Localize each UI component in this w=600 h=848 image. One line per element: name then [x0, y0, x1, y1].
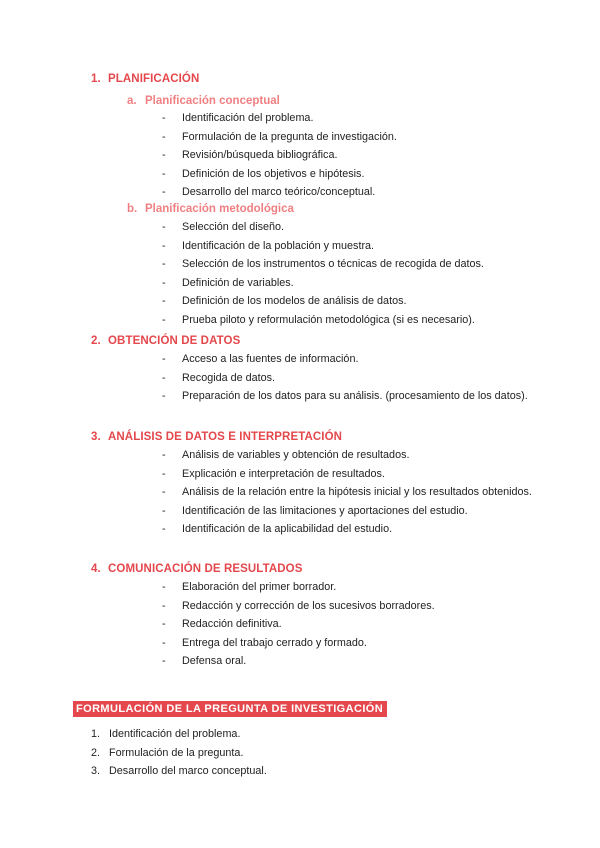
bullet-dash: -: [162, 276, 166, 289]
bullet-dash: -: [162, 618, 166, 630]
section-title: ANÁLISIS DE DATOS E INTERPRETACIÓN: [108, 431, 343, 443]
bullet-dash: -: [162, 504, 166, 517]
list-item: [162, 166, 532, 183]
section-number: 1.: [91, 73, 101, 85]
list-item: [91, 726, 267, 743]
list-item-text: Preparación de los datos para su análisis. (procesamiento de los datos).: [182, 390, 528, 402]
subsection-letter: a.: [127, 95, 137, 107]
subsection-heading-conceptual: [127, 95, 280, 107]
bullet-dash: -: [162, 636, 166, 649]
section-title: COMUNICACIÓN DE RESULTADOS: [108, 563, 303, 575]
banner-heading: FORMULACIÓN DE LA PREGUNTA DE INVESTIGACIÓN: [73, 701, 387, 717]
list-item-text: Identificación del problema.: [109, 728, 241, 740]
bullet-dash: -: [162, 186, 166, 198]
bullet-dash: -: [162, 130, 166, 143]
list-item: [162, 293, 532, 310]
bullet-dash: -: [162, 467, 166, 480]
list-item-text: Recogida de datos.: [182, 371, 276, 384]
list-item-text: Desarrollo del marco conceptual.: [109, 765, 267, 777]
bullet-dash: -: [162, 599, 166, 612]
list-item-text: Análisis de variables y obtención de resultados.: [182, 449, 410, 461]
list-item-text: Formulación de la pregunta.: [109, 746, 244, 759]
list-item-text: Redacción definitiva.: [182, 618, 282, 630]
bullet-list-obtencion: [162, 351, 532, 407]
list-item-text: Selección del diseño.: [182, 221, 285, 233]
list-item: [162, 184, 532, 201]
list-item-text: Acceso a las fuentes de información.: [182, 353, 359, 365]
list-item: [162, 110, 532, 127]
list-item: [91, 745, 267, 762]
list-item: [162, 598, 532, 615]
bullet-dash: -: [162, 149, 166, 161]
list-item-text: Elaboración del primer borrador.: [182, 581, 337, 593]
bullet-dash: -: [162, 371, 166, 384]
bullet-dash: -: [162, 221, 166, 233]
list-item: [162, 370, 532, 387]
list-item-text: Formulación de la pregunta de investigación.: [182, 130, 397, 143]
list-number: 2.: [91, 746, 101, 759]
bullet-dash: -: [162, 295, 166, 307]
subsection-title: Planificación conceptual: [145, 95, 280, 107]
list-item: [162, 579, 532, 596]
bullet-dash: -: [162, 390, 166, 402]
list-item-text: Definición de variables.: [182, 276, 294, 289]
bullet-dash: -: [162, 486, 166, 498]
section-heading-comunicacion: [91, 563, 302, 575]
bullet-list-metodologica: [162, 219, 532, 330]
list-item: [162, 256, 532, 273]
list-item-text: Definición de los objetivos e hipótesis.: [182, 167, 365, 180]
list-item: [162, 653, 532, 670]
list-item-text: Definición de los modelos de análisis de datos.: [182, 295, 407, 307]
list-number: 1.: [91, 728, 101, 740]
list-item-text: Selección de los instrumentos o técnicas de recogida de datos.: [182, 258, 484, 270]
section-number: 4.: [91, 563, 101, 575]
bullet-dash: -: [162, 581, 166, 593]
list-item-text: Identificación de las limitaciones y aportaciones del estudio.: [182, 504, 468, 517]
list-item-text: Explicación e interpretación de resultados.: [182, 467, 385, 480]
section-heading-obtencion: [91, 335, 240, 347]
list-item: [162, 466, 532, 483]
bullet-dash: -: [162, 239, 166, 252]
list-item-text: Identificación del problema.: [182, 112, 314, 124]
section-title: OBTENCIÓN DE DATOS: [108, 335, 241, 347]
list-item-text: Identificación de la aplicabilidad del estudio.: [182, 523, 393, 535]
list-item-text: Identificación de la población y muestra.: [182, 239, 375, 252]
list-item: [162, 388, 532, 405]
bullet-dash: -: [162, 167, 166, 180]
bullet-dash: -: [162, 449, 166, 461]
section-number: 2.: [91, 335, 101, 347]
bullet-dash: -: [162, 523, 166, 535]
bullet-list-comunicacion: [162, 579, 532, 672]
bullet-dash: -: [162, 313, 166, 326]
list-item: [162, 219, 532, 236]
list-item: [162, 238, 532, 255]
section-title: PLANIFICACIÓN: [108, 73, 200, 85]
bullet-list-conceptual: [162, 110, 532, 203]
list-item-text: Prueba piloto y reformulación metodológica (si es necesario).: [182, 313, 475, 326]
list-item-text: Análisis de la relación entre la hipótesis inicial y los resultados obtenidos.: [182, 486, 532, 498]
list-item-text: Desarrollo del marco teórico/conceptual.: [182, 186, 376, 198]
list-item: [162, 616, 532, 633]
section-heading-planificacion: [91, 73, 199, 85]
section-number: 3.: [91, 431, 101, 443]
list-item: [162, 447, 532, 464]
list-item: [162, 129, 532, 146]
bullet-dash: -: [162, 258, 166, 270]
bullet-dash: -: [162, 353, 166, 365]
section-heading-analisis: [91, 431, 342, 443]
subsection-title: Planificación metodológica: [145, 203, 294, 215]
bullet-dash: -: [162, 112, 166, 124]
list-item: [162, 351, 532, 368]
list-item-text: Redacción y corrección de los sucesivos borradores.: [182, 599, 435, 612]
list-item: [162, 147, 532, 164]
list-number: 3.: [91, 765, 101, 777]
subsection-heading-metodologica: [127, 203, 294, 215]
list-item: [162, 503, 532, 520]
list-item: [162, 312, 532, 329]
list-item: [162, 635, 532, 652]
list-item: [162, 275, 532, 292]
list-item-text: Revisión/búsqueda bibliográfica.: [182, 149, 338, 161]
list-item: [162, 521, 532, 538]
list-item: [162, 484, 532, 501]
numbered-list: [91, 726, 267, 782]
bullet-list-analisis: [162, 447, 532, 540]
bullet-dash: -: [162, 655, 166, 667]
subsection-letter: b.: [127, 203, 138, 215]
list-item-text: Entrega del trabajo cerrado y formado.: [182, 636, 367, 649]
list-item-text: Defensa oral.: [182, 655, 247, 667]
list-item: [91, 763, 267, 780]
